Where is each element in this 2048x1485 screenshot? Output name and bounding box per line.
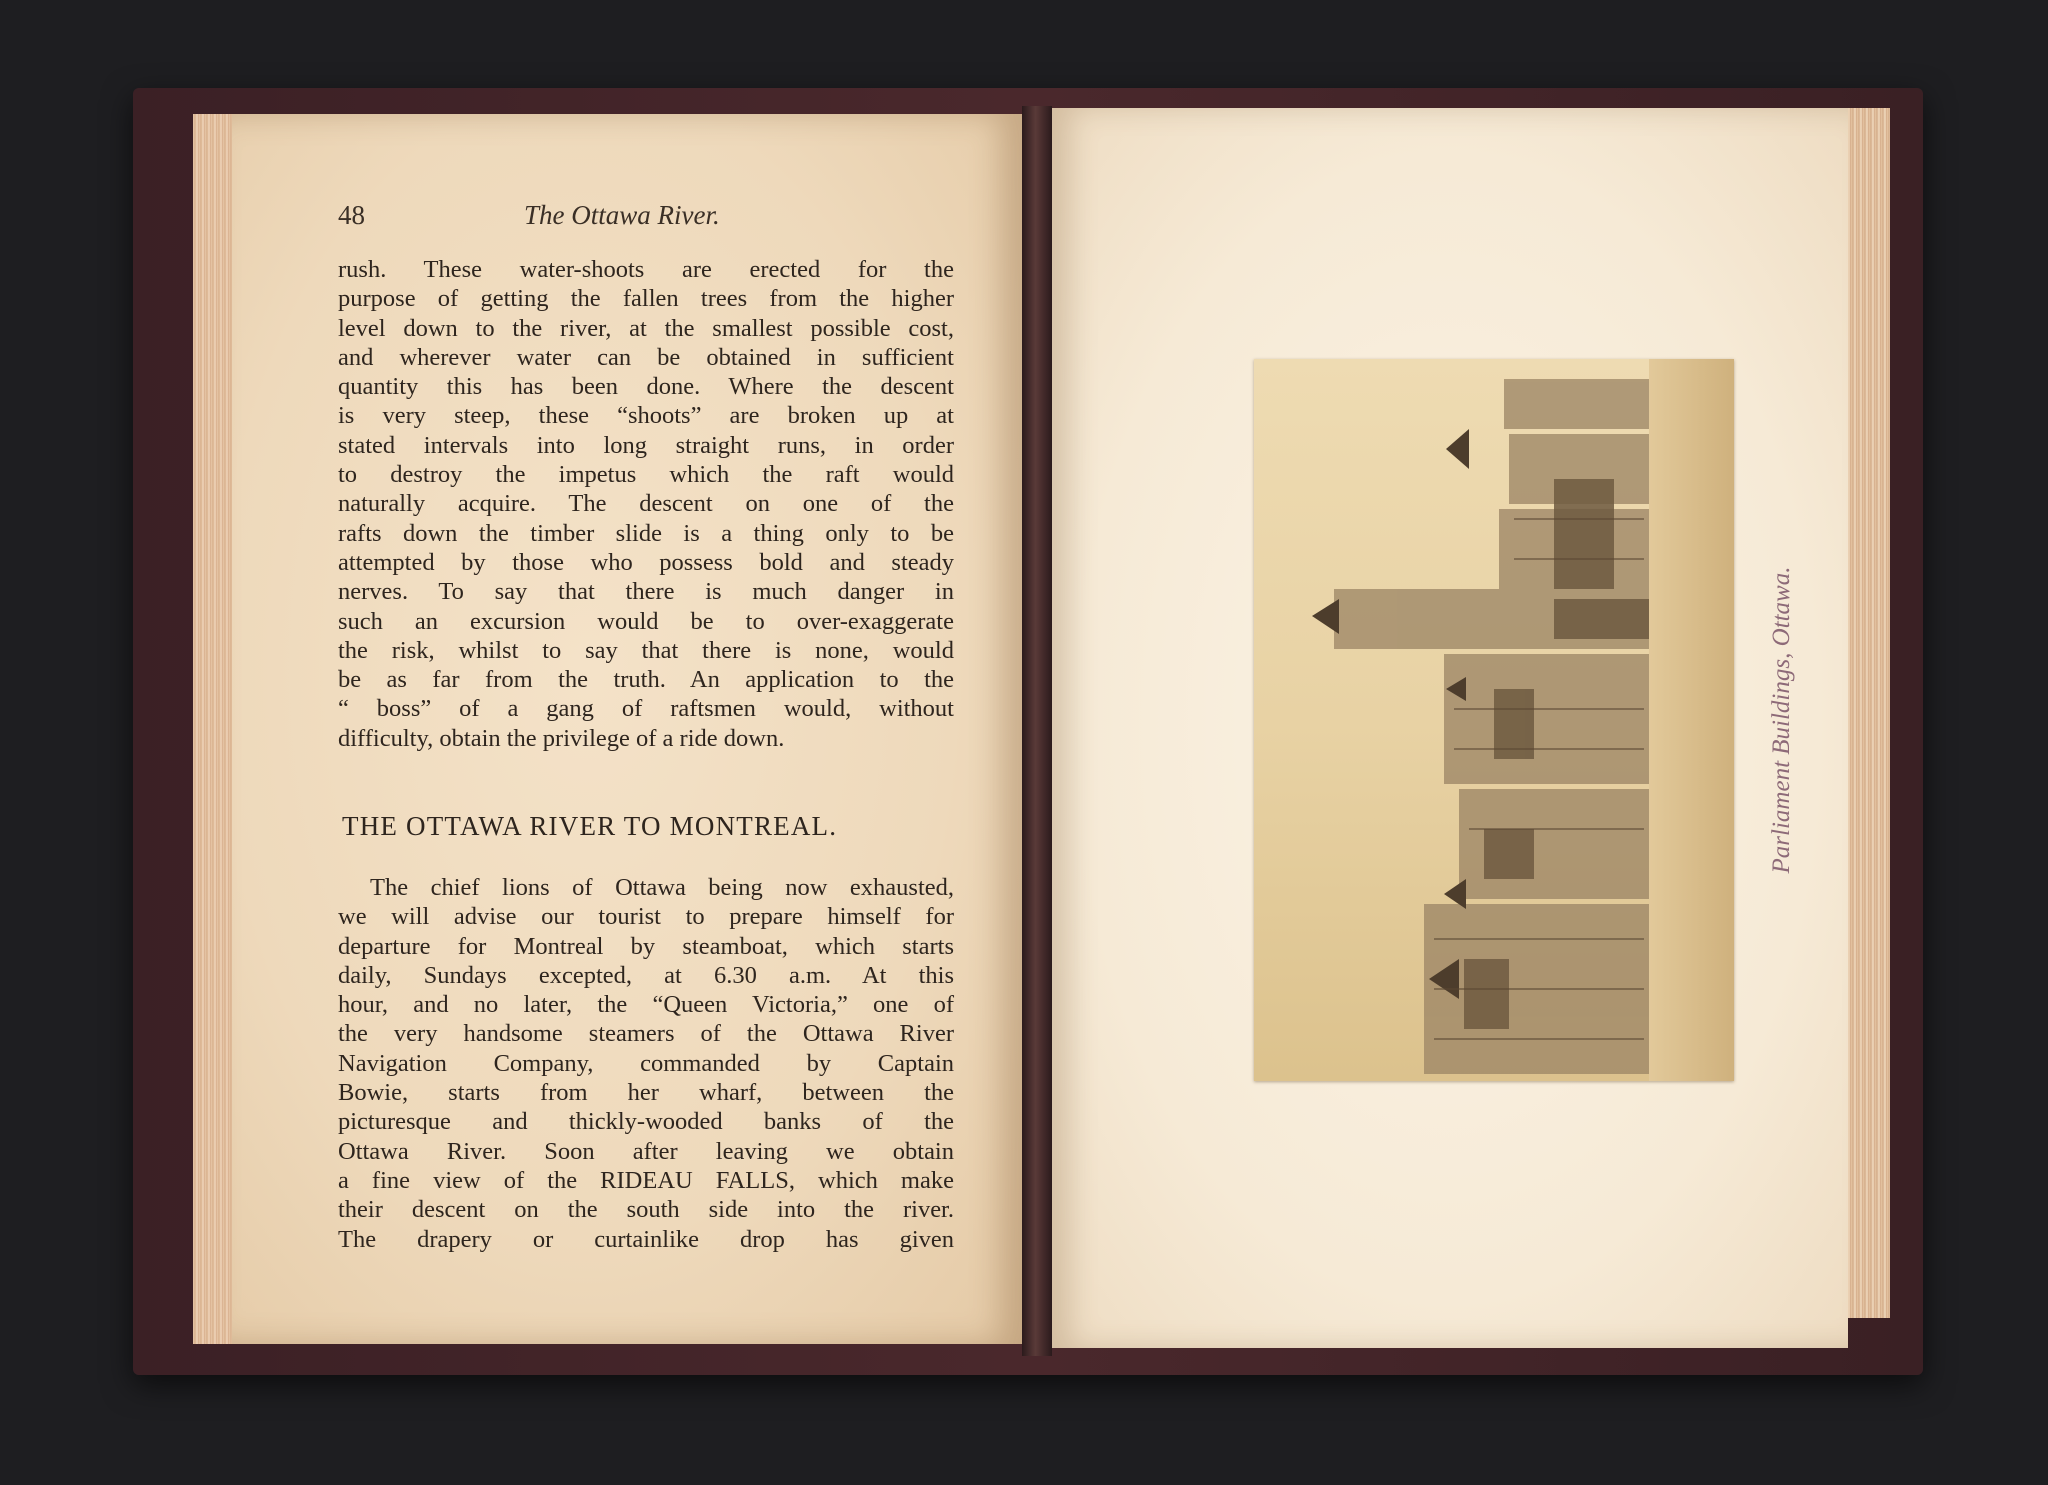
text-line: rafts down the timber slide is a thing only to be [338, 519, 954, 547]
text-line: purpose of getting the fallen trees from the higher [338, 285, 954, 313]
text-line: “ boss” of a gang of raftsmen would, without [338, 695, 954, 723]
text-line: is very steep, these “shoots” are broken up at [338, 402, 954, 430]
text-line: quantity this has been done. Where the descent [338, 373, 954, 401]
text-line: naturally acquire. The descent on one of the [338, 490, 954, 518]
text-line: picturesque and thickly-wooded banks of the [338, 1108, 954, 1136]
running-head [338, 200, 958, 240]
text-line: difficulty, obtain the privilege of a ride down. [338, 724, 785, 752]
section-heading: THE OTTAWA RIVER TO MONTREAL. [342, 811, 838, 841]
text-line: such an excursion would be to over-exaggerate [338, 607, 954, 635]
text-line: The chief lions of Ottawa being now exhausted, [370, 874, 954, 901]
text-line: The drapery or curtainlike drop has given [338, 1225, 954, 1253]
text-line: Bowie, starts from her wharf, between the [338, 1079, 954, 1107]
paragraph-ottawa-to-montreal [338, 873, 954, 1254]
text-line: stated intervals into long straight runs, in order [338, 431, 954, 459]
text-line: a fine view of the RIDEAU FALLS, which make [338, 1166, 954, 1194]
text-line: attempted by those who possess bold and steady [338, 548, 954, 576]
text-line: level down to the river, at the smallest possible cost, [338, 314, 954, 342]
text-line: to destroy the impetus which the raft would [338, 461, 954, 489]
parliament-photograph [1254, 359, 1734, 1081]
text-line: we will advise our tourist to prepare himself for [338, 903, 954, 931]
parliament-buildings-image [1254, 359, 1734, 1081]
text-line: be as far from the truth. An application to the [338, 666, 954, 694]
text-line: rush. These water-shoots are erected for the [338, 256, 954, 283]
text-line: and wherever water can be obtained in sufficient [338, 343, 954, 371]
text-line: Navigation Company, commanded by Captain [338, 1049, 954, 1077]
paragraph-water-shoots [338, 255, 954, 753]
photo-caption-text: Parliament Buildings, Ottawa. [1768, 566, 1795, 874]
text-line: Ottawa River. Soon after leaving we obtain [338, 1137, 954, 1165]
page-edges-right [1845, 108, 1890, 1318]
text-line: hour, and no later, the “Queen Victoria,” one of [338, 991, 954, 1019]
text-line: the risk, whilst to say that there is none, would [338, 636, 954, 664]
text-line: the very handsome steamers of the Ottawa River [338, 1020, 954, 1048]
book-gutter [1022, 106, 1052, 1356]
running-title: The Ottawa River. [524, 200, 720, 230]
page-number: 48 [338, 200, 365, 230]
text-line: nerves. To say that there is much danger in [338, 578, 954, 606]
text-line: daily, Sundays excepted, at 6.30 a.m. At this [338, 961, 954, 989]
text-line: departure for Montreal by steamboat, which starts [338, 932, 954, 960]
text-line: their descent on the south side into the river. [338, 1196, 954, 1224]
